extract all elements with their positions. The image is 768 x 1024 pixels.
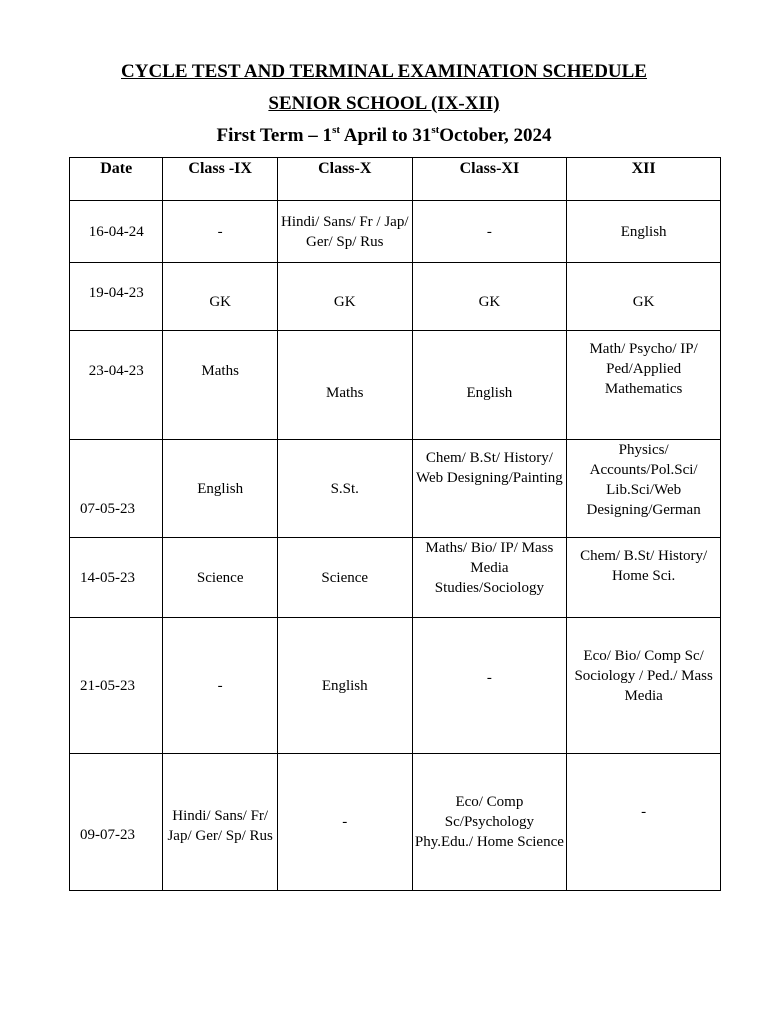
cell-class-ix: - — [163, 201, 278, 263]
table-row — [70, 440, 721, 538]
cell-class-x: GK — [277, 263, 412, 331]
cell-date: 09-07-23 — [70, 754, 163, 891]
header-date: Date — [70, 158, 163, 201]
cell-class-x: Science — [277, 538, 412, 618]
cell-class-xi: English — [412, 331, 567, 440]
cell-class-xi: Chem/ B.St/ History/ Web Designing/Painting — [412, 440, 567, 538]
cell-date: 14-05-23 — [70, 538, 163, 618]
cell-date: 21-05-23 — [70, 618, 163, 754]
header-class-x: Class-X — [277, 158, 412, 201]
cell-class-ix: GK — [163, 263, 278, 331]
cell-date: 16-04-24 — [70, 201, 163, 263]
cell-class-xii: Chem/ B.St/ History/ Home Sci. — [567, 538, 721, 618]
cell-date: 07-05-23 — [70, 440, 163, 538]
cell-class-x: S.St. — [277, 440, 412, 538]
cell-date: 23-04-23 — [70, 331, 163, 440]
cell-class-xi: Maths/ Bio/ IP/ Mass Media Studies/Sociology — [412, 538, 567, 618]
term-suffix: October, 2024 — [439, 125, 552, 146]
cell-class-x: English — [277, 618, 412, 754]
cell-class-x: Maths — [277, 331, 412, 440]
cell-class-xi: - — [412, 618, 567, 754]
cell-class-xii: Math/ Psycho/ IP/ Ped/Applied Mathematics — [567, 331, 721, 440]
header-class-ix: Class -IX — [163, 158, 278, 201]
cell-class-ix: Maths — [163, 331, 278, 440]
document-title: CYCLE TEST AND TERMINAL EXAMINATION SCHEDULE — [121, 61, 647, 82]
header-class-xi: Class-XI — [412, 158, 567, 201]
table-row — [70, 331, 721, 440]
table-row — [70, 201, 721, 263]
term-sup-1: st — [332, 124, 341, 136]
cell-class-xii: GK — [567, 263, 721, 331]
table-row — [70, 618, 721, 754]
cell-class-xi: - — [412, 201, 567, 263]
cell-class-xi: GK — [412, 263, 567, 331]
term-sup-2: st — [431, 124, 440, 136]
table-row — [70, 754, 721, 891]
cell-date: 19-04-23 — [70, 263, 163, 331]
cell-class-xi: Eco/ Comp Sc/Psychology Phy.Edu./ Home Science — [412, 754, 567, 891]
cell-class-ix: Hindi/ Sans/ Fr/ Jap/ Ger/ Sp/ Rus — [163, 754, 278, 891]
document-subtitle: SENIOR SCHOOL (IX-XII) — [268, 93, 500, 114]
cell-class-xii: Eco/ Bio/ Comp Sc/ Sociology / Ped./ Mass Media — [567, 618, 721, 754]
term-prefix: First Term – 1 — [216, 125, 333, 146]
term-line — [0, 124, 768, 148]
cell-class-x: - — [277, 754, 412, 891]
exam-schedule-table — [69, 157, 721, 891]
cell-class-xii: - — [567, 754, 721, 891]
term-mid: April to 31 — [340, 125, 432, 146]
cell-class-ix: - — [163, 618, 278, 754]
table-row — [70, 263, 721, 331]
header-class-xii: XII — [567, 158, 721, 201]
cell-class-xii: Physics/ Accounts/Pol.Sci/ Lib.Sci/Web Designing/German — [567, 440, 721, 538]
cell-class-x: Hindi/ Sans/ Fr / Jap/ Ger/ Sp/ Rus — [277, 201, 412, 263]
table-row — [70, 538, 721, 618]
table-header-row — [70, 158, 721, 201]
cell-class-ix: English — [163, 440, 278, 538]
cell-class-xii: English — [567, 201, 721, 263]
cell-class-ix: Science — [163, 538, 278, 618]
